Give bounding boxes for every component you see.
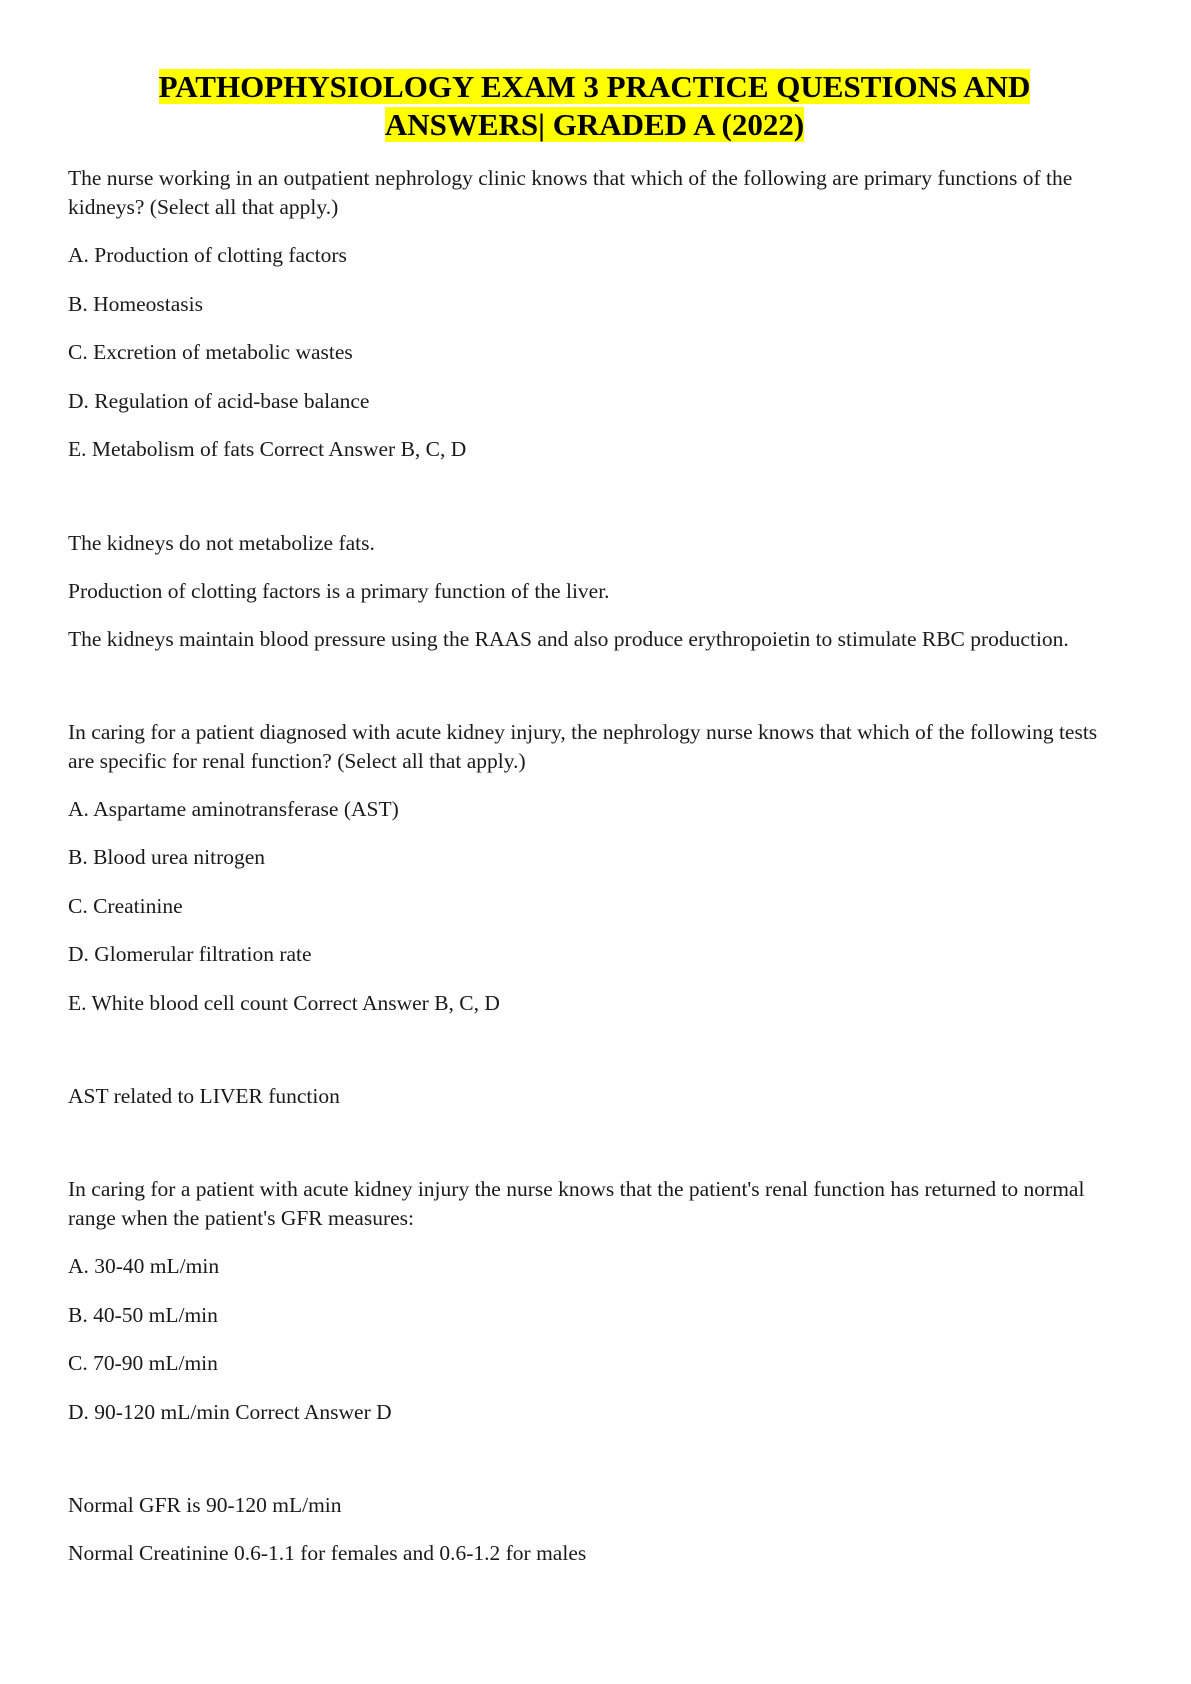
rationale-text: Normal Creatinine 0.6-1.1 for females and 0.6-1.2 for males xyxy=(68,1541,587,1565)
answer-option: A. Production of clotting factors xyxy=(68,243,347,267)
rationale-text: Production of clotting factors is a primary function of the liver. xyxy=(68,578,610,603)
rationale-text: The kidneys do not metabolize fats. xyxy=(68,530,375,555)
answer-option: A. 30-40 mL/min xyxy=(68,1254,220,1278)
answer-option: B. 40-50 mL/min xyxy=(68,1302,218,1327)
rationale-text: AST related to LIVER function xyxy=(68,1084,340,1108)
question-prompt: In caring for a patient diagnosed with acute kidney injury, the nephrology nurse knows that which of the following tests are specific for renal function? (Select all that apply.) xyxy=(68,719,1098,773)
question-prompt: In caring for a patient with acute kidney injury the nurse knows that the patient's renal function has returned to normal range when the patient's GFR measures: xyxy=(68,1177,1085,1230)
rationale-text: The kidneys maintain blood pressure using the RAAS and also produce erythropoietin to stimulate RBC production. xyxy=(68,626,1069,651)
answer-option: C. Creatinine xyxy=(68,893,183,918)
document-title-line-2: ANSWERS| GRADED A (2022) xyxy=(384,107,805,142)
question-2 xyxy=(68,718,1121,1112)
answer-option: A. Aspartame aminotransferase (AST) xyxy=(68,796,399,821)
question-1 xyxy=(68,164,1121,654)
question-3 xyxy=(68,1175,1121,1568)
answer-option: C. Excretion of metabolic wastes xyxy=(68,340,353,364)
answer-option: D. Regulation of acid-base balance xyxy=(68,388,370,413)
answer-option: D. Glomerular filtration rate xyxy=(68,942,312,966)
rationale-text: Normal GFR is 90-120 mL/min xyxy=(68,1493,342,1517)
answer-option-with-correct-answer: D. 90-120 mL/min Correct Answer D xyxy=(68,1399,392,1424)
answer-option-with-correct-answer: E. Metabolism of fats Correct Answer B, C, D xyxy=(68,437,467,461)
answer-option-with-correct-answer: E. White blood cell count Correct Answer B, C, D xyxy=(68,990,500,1015)
document-title xyxy=(68,68,1121,144)
document-title-line-1: PATHOPHYSIOLOGY EXAM 3 PRACTICE QUESTIONS AND xyxy=(158,69,1031,104)
answer-option: B. Blood urea nitrogen xyxy=(68,845,266,869)
question-prompt: The nurse working in an outpatient nephrology clinic knows that which of the following are primary functions of the kidneys? (Select all that apply.) xyxy=(68,166,1073,219)
answer-option: C. 70-90 mL/min xyxy=(68,1351,218,1375)
answer-option: B. Homeostasis xyxy=(68,291,203,316)
